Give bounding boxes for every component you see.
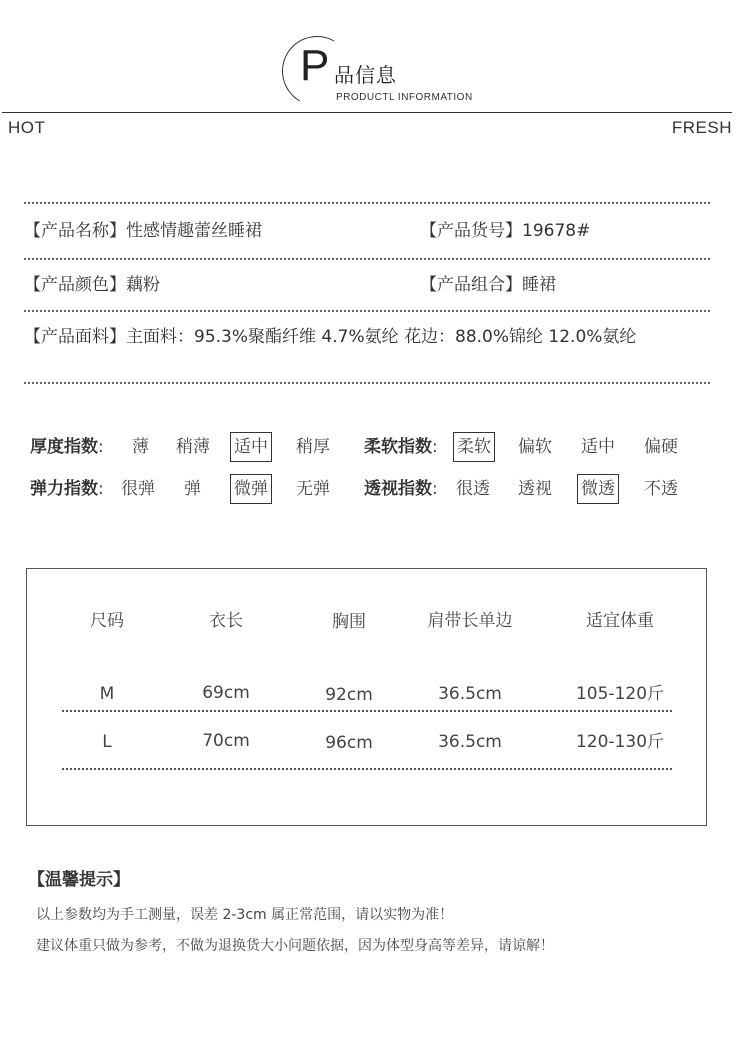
elasticity-option: 很弹 [121,479,155,499]
size-table-cell: M [99,684,115,704]
thickness-option: 稍厚 [296,437,330,457]
size-table-cell: 120-130斤 [575,732,665,752]
header-subtitle: PRODUCTL INFORMATION [336,92,473,103]
product-fabric: 【产品面料】主面料：95.3%聚酯纤维 4.7%氨纶 花边：88.0%锦纶 12.0%氨纶 [24,327,637,347]
elasticity-option: 无弹 [296,479,330,499]
divider [24,310,710,312]
transparency-option: 透视 [518,479,552,499]
size-table-cell: 36.5cm [438,684,502,704]
size-table-cell: 36.5cm [438,732,502,752]
note-line: 以上参数均为手工测量，误差 2-3cm 属正常范围，请以实物为准！ [36,907,454,923]
size-table-cell: 96cm [325,733,373,753]
divider [24,258,710,260]
product-combo: 【产品组合】睡裙 [420,275,556,295]
size-table-cell: 105-120斤 [575,684,665,704]
elasticity-index-label: 弹力指数: [30,479,104,499]
product-name: 【产品名称】性感情趣蕾丝睡裙 [24,221,262,241]
transparency-option: 不透 [644,479,678,499]
elasticity-option: 弹 [184,479,201,499]
notes-title: 【温馨提示】 [28,870,130,890]
table-row-divider [62,710,672,712]
size-table-header: 适宜体重 [586,611,654,631]
size-table-cell: 70cm [202,731,250,751]
size-table-header: 尺码 [90,611,124,631]
softness-option: 适中 [581,437,615,457]
elasticity-option-selected: 微弹 [234,479,268,499]
transparency-option: 很透 [456,479,490,499]
size-table-header: 胸围 [332,612,366,632]
header-divider [2,112,732,113]
note-line: 建议体重只做为参考，不做为退换货大小问题依据，因为体型身高等差异，请谅解！ [36,938,554,954]
thickness-index-label: 厚度指数: [30,437,104,457]
header-title: 品信息 [334,63,397,87]
thickness-option: 稍薄 [176,437,210,457]
divider [24,382,710,384]
transparency-index-label: 透视指数: [364,479,438,499]
product-color: 【产品颜色】藕粉 [24,275,160,295]
hot-tag: HOT [8,118,46,137]
logo-letter: P [300,41,330,90]
softness-option: 偏软 [518,437,552,457]
table-row-divider [62,768,672,770]
fresh-tag: FRESH [671,118,732,137]
softness-option-selected: 柔软 [457,437,491,457]
product-code: 【产品货号】19678# [420,221,591,241]
divider [24,202,710,204]
size-table-header: 衣长 [209,611,243,631]
size-table-cell: 92cm [325,685,373,705]
softness-index-label: 柔软指数: [364,437,438,457]
thickness-option-selected: 适中 [234,437,268,457]
size-table-cell: 69cm [202,683,250,703]
transparency-option-selected: 微透 [581,479,615,499]
size-table-cell: L [102,732,112,752]
thickness-option: 薄 [132,437,149,457]
size-table-header: 肩带长单边 [427,611,513,631]
softness-option: 偏硬 [644,437,678,457]
